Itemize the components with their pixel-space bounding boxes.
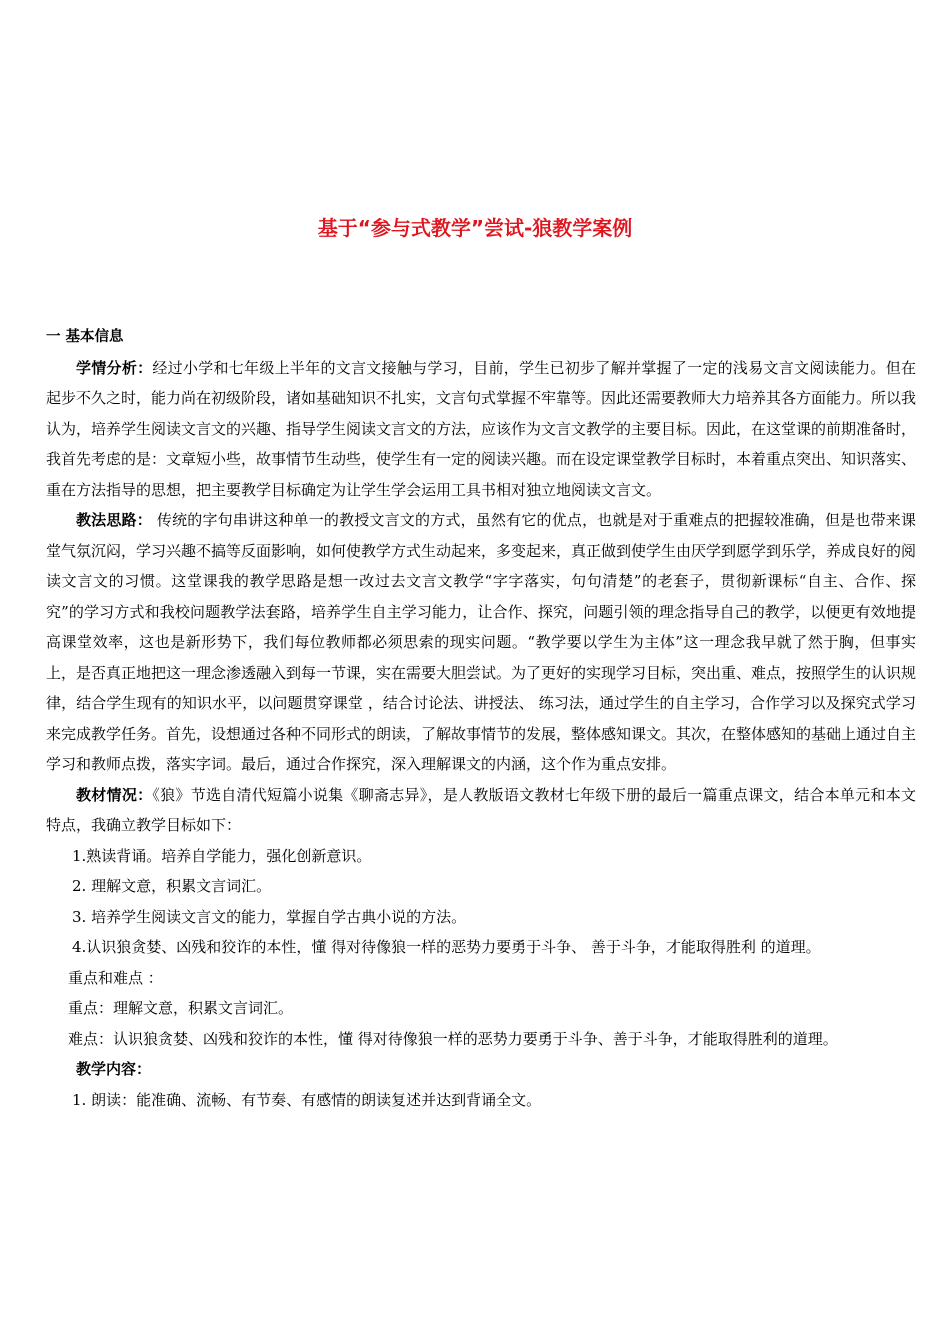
goal-item: 1.熟读背诵。培养自学能力，强化创新意识。 <box>72 846 372 865</box>
label-teaching-approach: 教法思路： <box>76 511 152 529</box>
goal-item: 2. 理解文意，积累文言词汇。 <box>72 877 272 895</box>
text-teaching-approach: 传统的字句串讲这种单一的教授文言文的方式，虽然有它的优点，也就是对于重难点的把握较准确，但是也带来课堂气氛沉闷，学习兴趣不搞等反面影响，如何使教学方式生动起来，多变起来，真正做到使学生由厌学到愿学到乐学，养成良好的阅读文言文的习惯。这堂课我的教学思路是想一改过去文言文教学“字字落实，句句清楚”的老套子，贯彻新课标“自主、合作、探究”的学习方式和我校问题教学法套路，培养学生自主学习能力，让合作、探究，问题引领的理念指导自己的教学，以便更有效地提高课堂效率，这也是新形势下，我们每位教师都必须思索的现实问题。“教学要以学生为主体”这一理念我早就了然于胸，但事实上，是否真正地把这一理念渗透融入到每一节课，实在需要大胆尝试。为了更好的实现学习目标，突出重、难点，按照学生的认识规律，结合学生现有的知识水平，以问题贯穿课堂 ，结合讨论法、讲授法、 练习法，通过学生的自主学习，合作学习以及探究式学习来完成教学任务。首先，设想通过各种不同形式的朗读，了解故事情节的发展，整体感知课文。其次，在整体感知的基础上通过自主学习和教师点拨，落实字词。最后，通过合作探究，深入理解课文的内涵，这个作为重点安排。 <box>46 511 917 773</box>
text-textbook-info: 《狼》节选自清代短篇小说集《聊斋志异》，是人教版语文教材七年级下册的最后一篇重点课文，结合本单元和本文特点，我确立教学目标如下： <box>46 785 916 834</box>
difficult-point: 难点：认识狼贪婪、凶残和狡诈的本性，懂 得对待像狼一样的恶势力要勇于斗争、善于斗争，才能取得胜利的道理。 <box>68 1029 838 1048</box>
document-body <box>46 322 916 1115</box>
paragraph-teaching-approach <box>46 505 916 780</box>
goal-item: 3. 培养学生阅读文言文的能力，掌握自学古典小说的方法。 <box>72 907 467 926</box>
text-student-analysis: 经过小学和七年级上半年的文言文接触与学习，目前，学生已初步了解并掌握了一定的浅易文言文阅读能力。但在起步不久之时，能力尚在初级阶段，诸如基础知识不扎实，文言句式掌握不牢靠等。因此还需要教师大力培养其各方面能力。所以我认为，培养学生阅读文言文的兴趣、指导学生阅读文言文的方法，应该作为文言文教学的主要目标。因此，在这堂课的前期准备时，我首先考虑的是：文章短小些，故事情节生动些，使学生有一定的阅读兴趣。而在设定课堂教学目标时，本着重点突出、知识落实、重在方法指导的思想，把主要教学目标确定为让学生学会运用工具书相对独立地阅读文言文。 <box>46 358 917 499</box>
label-textbook-info: 教材情况： <box>76 785 153 804</box>
content-item: 1. 朗读：能准确、流畅、有节奏、有感情的朗读复述并达到背诵全文。 <box>72 1090 542 1109</box>
paragraph-student-analysis <box>46 353 916 506</box>
key-point: 重点：理解文意，积累文言词汇。 <box>68 999 294 1017</box>
teaching-content-heading: 教学内容： <box>76 1060 152 1078</box>
section-heading-basic-info: 一 基本信息 <box>46 329 124 345</box>
document-title: 基于“参与式教学”尝试-狼教学案例 <box>317 216 633 240</box>
goal-item: 4.认识狼贪婪、凶残和狡诈的本性，懂 得对待像狼一样的恶势力要勇于斗争、 善于斗争，才能取得胜利 的道理。 <box>72 938 821 956</box>
key-difficult-heading: 重点和难点 ： <box>68 968 163 987</box>
label-student-analysis: 学情分析： <box>76 358 153 377</box>
paragraph-textbook-info <box>46 780 916 841</box>
